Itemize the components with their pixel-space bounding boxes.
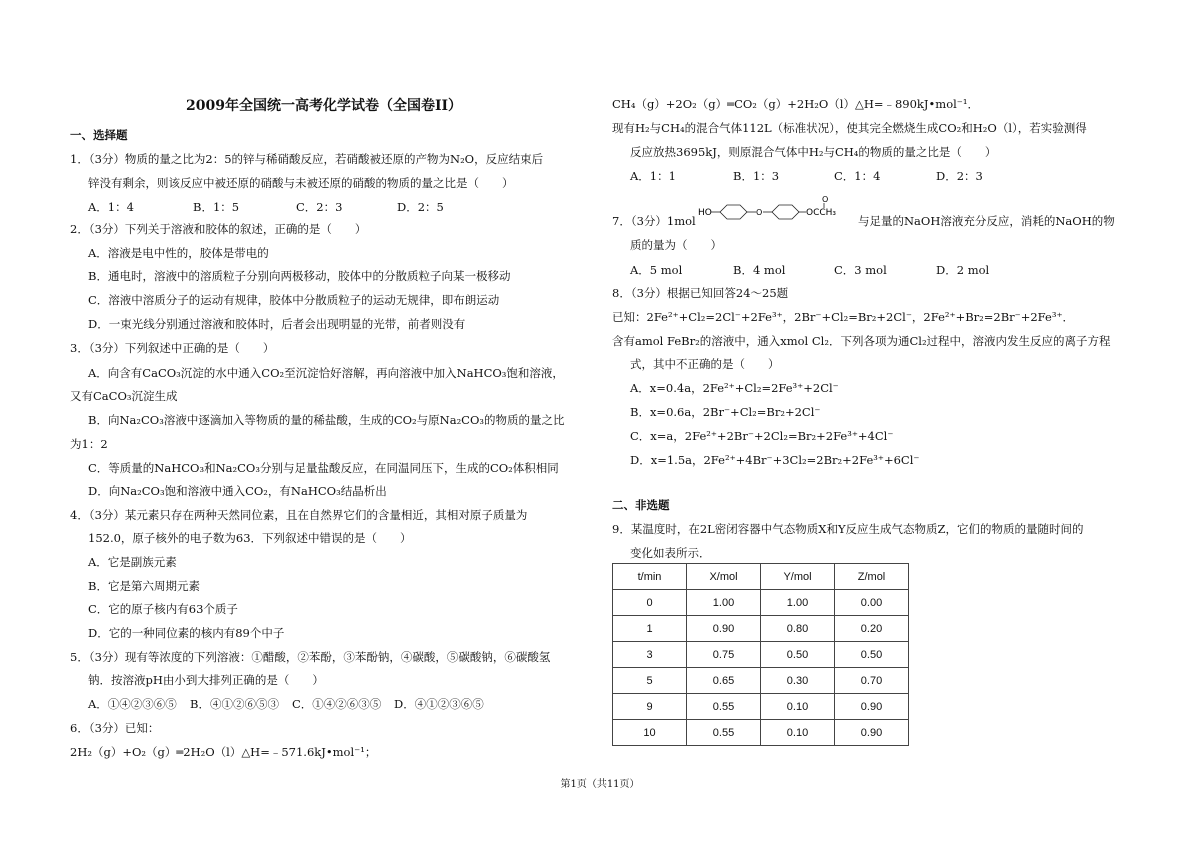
table-cell: 0.10 <box>761 694 835 720</box>
table-header-row <box>613 564 909 590</box>
q4-line2: 152.0，原子核外的电子数为63．下列叙述中错误的是（ ） <box>88 531 412 545</box>
table-cell: 0.90 <box>835 694 909 720</box>
q1-line2: 锌没有剩余，则该反应中被还原的硝酸与未被还原的硝酸的物质的量之比是（ ） <box>88 176 514 190</box>
table-cell: 0.20 <box>835 616 909 642</box>
q8-line1: 含有amol FeBr₂的溶液中，通入xmol Cl₂．下列各项为通Cl₂过程中，溶液内发生反应的离子方程 <box>612 334 1111 348</box>
page-footer: 第1页（共11页） <box>560 779 640 790</box>
table-cell: 0.90 <box>835 720 909 746</box>
q4-line1: 4．（3分）某元素只存在两种天然同位素，且在自然界它们的含量相近，其相对原子质量为 <box>70 508 528 522</box>
q9-data-table <box>612 563 909 746</box>
q5-option-a[interactable]: A．①④②③⑥⑤ <box>88 697 177 711</box>
table-row <box>613 642 909 668</box>
q7-molecule-structure <box>698 193 858 227</box>
q3-option-a-line2: 又有CaCO₃沉淀生成 <box>70 389 178 403</box>
q3-stem: 3．（3分）下列叙述中正确的是（ ） <box>70 341 275 355</box>
q8-option-a[interactable]: A．x=0.4a，2Fe²⁺+Cl₂=2Fe³⁺+2Cl⁻ <box>630 381 839 395</box>
q7-option-c[interactable]: C．3 mol <box>834 263 887 277</box>
q6-equation-1: 2H₂（g）+O₂（g）═2H₂O（l）△H=﹣571.6kJ•mol⁻¹； <box>70 745 377 759</box>
q8-known: 已知：2Fe²⁺+Cl₂=2Cl⁻+2Fe³⁺，2Br⁻+Cl₂=Br₂+2Cl⁻，2Fe²⁺+Br₂=2Br⁻+2Fe³⁺． <box>612 310 1075 324</box>
table-header-cell: Y/mol <box>761 564 835 590</box>
q4-option-b[interactable]: B．它是第六周期元素 <box>88 579 200 593</box>
mol-acetate-label: OCCH₃ <box>806 208 837 218</box>
q3-option-b-line2: 为1：2 <box>70 437 108 451</box>
mol-o-carbonyl-label: O <box>756 208 763 217</box>
q7-option-d[interactable]: D．2 mol <box>936 263 990 277</box>
q1-option-a[interactable]: A．1：4 <box>88 200 134 214</box>
q6-option-d[interactable]: D．2：3 <box>936 169 983 183</box>
table-cell: 0.65 <box>687 668 761 694</box>
table-cell: 5 <box>613 668 687 694</box>
q6-line1: 现有H₂与CH₄的混合气体112L（标准状况），使其完全燃烧生成CO₂和H₂O（l），若实验测得 <box>612 121 1087 135</box>
q7-option-a[interactable]: A．5 mol <box>630 263 683 277</box>
q4-option-d[interactable]: D．它的一种同位素的核内有89个中子 <box>88 626 285 640</box>
table-cell: 0.50 <box>761 642 835 668</box>
mol-o-ester-label: O <box>822 195 829 204</box>
q6-equation-2: CH₄（g）+2O₂（g）═CO₂（g）+2H₂O（l）△H=﹣890kJ•mol⁻¹． <box>612 97 979 111</box>
q6-option-b[interactable]: B．1：3 <box>733 169 780 183</box>
q5-line1: 5．（3分）现有等浓度的下列溶液：①醋酸，②苯酚，③苯酚钠，④碳酸，⑤碳酸钠，⑥碳酸氢 <box>70 650 551 664</box>
table-cell: 0.00 <box>835 590 909 616</box>
q5-line2: 钠．按溶液pH由小到大排列正确的是（ ） <box>88 673 324 687</box>
table-header-cell: X/mol <box>687 564 761 590</box>
q1-option-d[interactable]: D．2：5 <box>397 200 444 214</box>
q6-line2: 反应放热3695kJ，则原混合气体中H₂与CH₄的物质的量之比是（ ） <box>630 145 997 159</box>
q4-option-a[interactable]: A．它是副族元素 <box>88 555 177 569</box>
table-cell: 0.10 <box>761 720 835 746</box>
table-cell: 0.90 <box>687 616 761 642</box>
q3-option-d[interactable]: D．向Na₂CO₃饱和溶液中通入CO₂，有NaHCO₃结晶析出 <box>88 484 387 498</box>
table-cell: 1.00 <box>761 590 835 616</box>
table-header-cell: t/min <box>613 564 687 590</box>
q3-option-c[interactable]: C．等质量的NaHCO₃和Na₂CO₃分别与足量盐酸反应，在同温同压下，生成的CO₂体积相同 <box>88 461 559 475</box>
q5-option-c[interactable]: C．①④②⑥③⑤ <box>292 697 382 711</box>
q2-stem: 2．（3分）下列关于溶液和胶体的叙述，正确的是（ ） <box>70 222 367 236</box>
table-cell: 0.55 <box>687 720 761 746</box>
q7-suffix: 与足量的NaOH溶液充分反应，消耗的NaOH的物 <box>858 214 1115 228</box>
q8-option-c[interactable]: C．x=a，2Fe²⁺+2Br⁻+2Cl₂=Br₂+2Fe³⁺+4Cl⁻ <box>630 429 894 443</box>
table-row <box>613 590 909 616</box>
q9-line2: 变化如表所示． <box>630 546 711 560</box>
q1-line1: 1．（3分）物质的量之比为2：5的锌与稀硝酸反应，若硝酸被还原的产物为N₂O，反应结束后 <box>70 152 544 166</box>
q6-stem: 6．（3分）已知： <box>70 721 160 735</box>
q9-line1: 9．某温度时，在2L密闭容器中气态物质X和Y反应生成气态物质Z，它们的物质的量随时间的 <box>612 522 1084 536</box>
q3-option-b-line1[interactable]: B．向Na₂CO₃溶液中逐滴加入等物质的量的稀盐酸，生成的CO₂与原Na₂CO₃的物质的量之比 <box>88 413 565 427</box>
q7-line2: 质的量为（ ） <box>630 238 722 252</box>
q6-option-a[interactable]: A．1：1 <box>630 169 676 183</box>
table-cell: 0.50 <box>835 642 909 668</box>
table-cell: 3 <box>613 642 687 668</box>
q8-option-d[interactable]: D．x=1.5a，2Fe²⁺+4Br⁻+3Cl₂=2Br₂+2Fe³⁺+6Cl⁻ <box>630 453 920 467</box>
table-cell: 0.80 <box>761 616 835 642</box>
table-cell: 9 <box>613 694 687 720</box>
q2-option-c[interactable]: C．溶液中溶质分子的运动有规律，胶体中分散质粒子的运动无规律，即布朗运动 <box>88 293 500 307</box>
table-cell: 0.30 <box>761 668 835 694</box>
table-cell: 1.00 <box>687 590 761 616</box>
q5-option-d[interactable]: D．④①②③⑥⑤ <box>394 697 484 711</box>
q3-option-a-line1[interactable]: A．向含有CaCO₃沉淀的水中通入CO₂至沉淀恰好溶解，再向溶液中加入NaHCO₃饱和溶液， <box>88 366 564 380</box>
table-cell: 0.55 <box>687 694 761 720</box>
q2-option-d[interactable]: D．一束光线分别通过溶液和胶体时，后者会出现明显的光带，前者则没有 <box>88 317 466 331</box>
q8-line2: 式，其中不正确的是（ ） <box>630 357 780 371</box>
q1-option-c[interactable]: C．2：3 <box>296 200 343 214</box>
table-cell: 0 <box>613 590 687 616</box>
q4-option-c[interactable]: C．它的原子核内有63个质子 <box>88 602 238 616</box>
table-cell: 0.75 <box>687 642 761 668</box>
q2-option-b[interactable]: B．通电时，溶液中的溶质粒子分别向两极移动，胶体中的分散质粒子向某一极移动 <box>88 269 511 283</box>
q7-option-b[interactable]: B．4 mol <box>733 263 786 277</box>
q2-option-a[interactable]: A．溶液是电中性的，胶体是带电的 <box>88 246 269 260</box>
table-header-cell: Z/mol <box>835 564 909 590</box>
page-title: 2009年全国统一高考化学试卷（全国卷II） <box>186 98 463 114</box>
mol-ho-label: HO <box>698 208 712 218</box>
table-cell: 0.70 <box>835 668 909 694</box>
table-cell: 1 <box>613 616 687 642</box>
q8-option-b[interactable]: B．x=0.6a，2Br⁻+Cl₂=Br₂+2Cl⁻ <box>630 405 821 419</box>
table-row <box>613 720 909 746</box>
table-row <box>613 616 909 642</box>
q6-option-c[interactable]: C．1：4 <box>834 169 881 183</box>
section-heading-nonchoice: 二、非选题 <box>612 498 670 512</box>
q1-option-b[interactable]: B．1：5 <box>193 200 240 214</box>
section-heading-choice: 一、选择题 <box>70 128 128 142</box>
q7-prefix: 7．（3分）1mol <box>612 214 696 228</box>
table-row <box>613 694 909 720</box>
q5-option-b[interactable]: B．④①②⑥⑤③ <box>190 697 279 711</box>
table-cell: 10 <box>613 720 687 746</box>
table-row <box>613 668 909 694</box>
q8-stem: 8．（3分）根据已知回答24～25题 <box>612 286 789 300</box>
